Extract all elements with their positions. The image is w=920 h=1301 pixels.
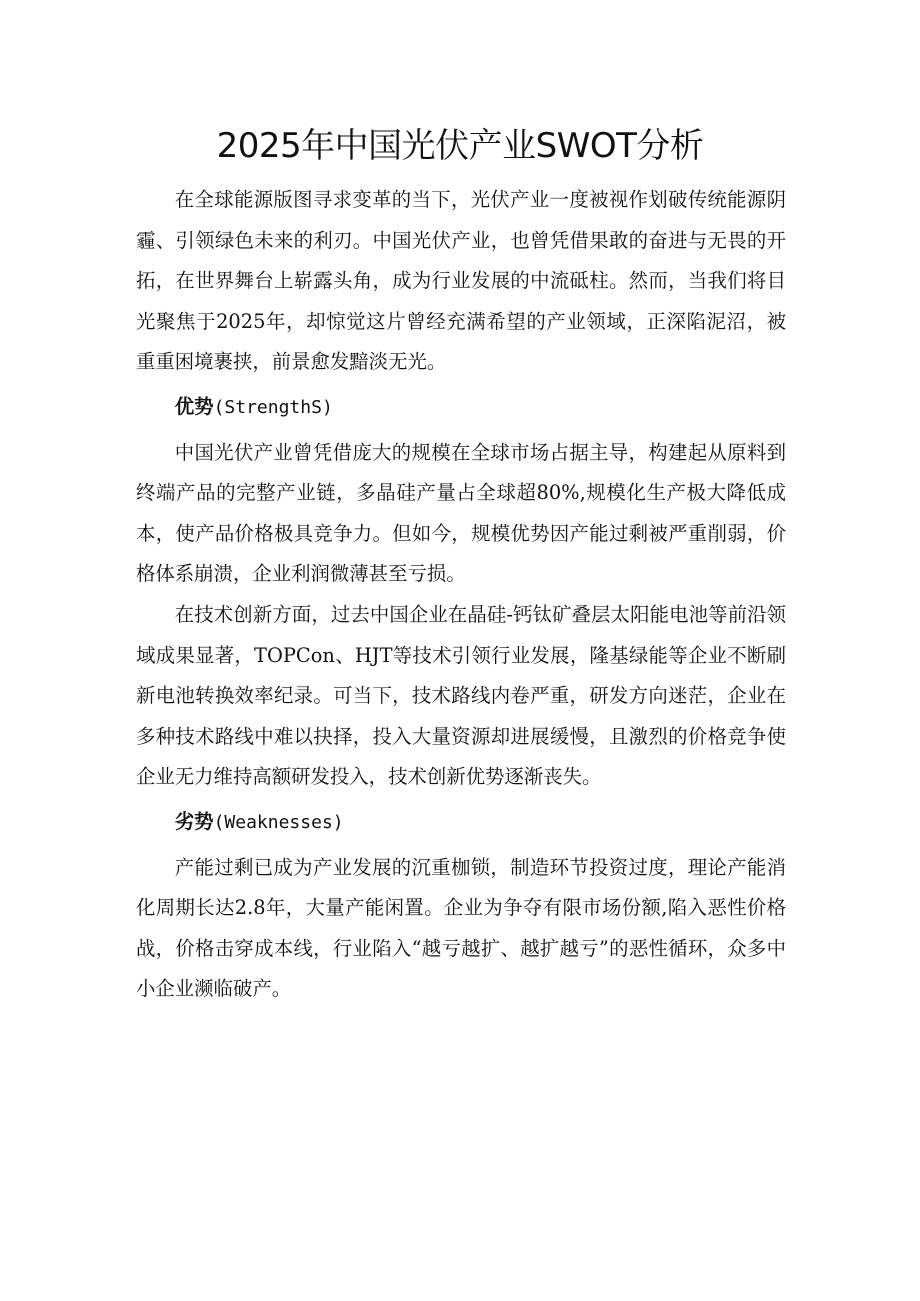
strengths-paragraph-1: 中国光伏产业曾凭借庞大的规模在全球市场占据主导，构建起从原料到终端产品的完整产业链，多晶硅产量占全球超80%,规模化生产极大降低成本，使产品价格极具竞争力。但如今，规模优势因产能过剩被严重削弱，价格体系崩溃，企业利润微薄甚至亏损。: [136, 440, 786, 586]
intro-paragraph: 在全球能源版图寻求变革的当下，光伏产业一度被视作划破传统能源阴霾、引领绿色未来的利刃。中国光伏产业，也曾凭借果敢的奋进与无畏的开拓，在世界舞台上崭露头角，成为行业发展的中流砥柱。然而，当我们将目光聚焦于2025年，却惊觉这片曾经充满希望的产业领域，正深陷泥沼，被重重困境裹挟，前景愈发黯淡无光。: [136, 188, 786, 374]
document-body: [136, 180, 786, 1010]
document-title: 2025年中国光伏产业SWOT分析: [216, 126, 704, 166]
strengths-heading-cn: 优势: [174, 394, 214, 418]
strengths-heading-en: (StrengthS): [213, 396, 333, 418]
weaknesses-heading-cn: 劣势: [174, 809, 214, 833]
weaknesses-heading-en: (Weaknesses): [213, 811, 344, 833]
weaknesses-paragraph-1: 产能过剩已成为产业发展的沉重枷锁，制造环节投资过度，理论产能消化周期长达2.8年，大量产能闲置。企业为争夺有限市场份额,陷入恶性价格战，价格击穿成本线，行业陷入“越亏越扩、越扩越亏”的恶性循环，众多中小企业濒临破产。: [136, 855, 786, 1001]
weaknesses-heading: [136, 802, 786, 844]
strengths-paragraph-2: 在技术创新方面，过去中国企业在晶硅-钙钛矿叠层太阳能电池等前沿领域成果显著，TOPCon、HJT等技术引领行业发展，隆基绿能等企业不断刷新电池转换效率纪录。可当下，技术路线内卷严重，研发方向迷茫，企业在多种技术路线中难以抉择，投入大量资源却进展缓慢，且激烈的价格竞争使企业无力维持高额研发投入，技术创新优势逐渐丧失。: [136, 602, 786, 789]
strengths-heading: [136, 387, 786, 429]
